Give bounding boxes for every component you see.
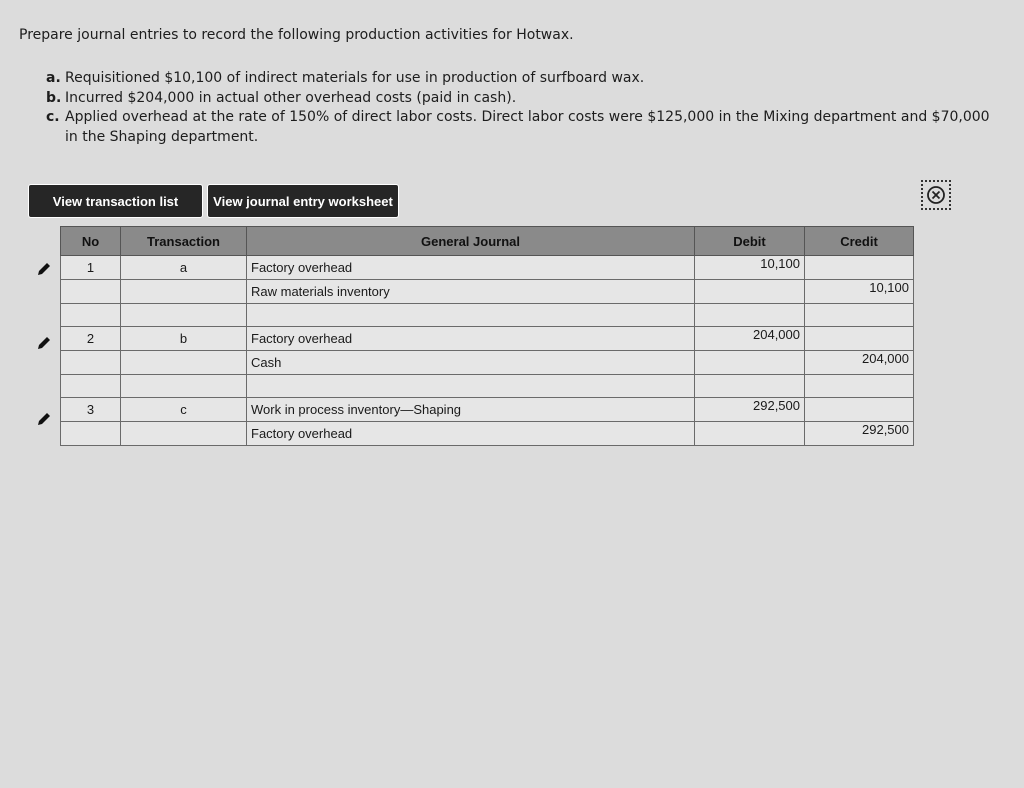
table-row <box>61 327 914 351</box>
debit-amount: 204,000 <box>695 327 805 351</box>
empty-cell <box>121 280 247 304</box>
empty-cell <box>61 375 121 398</box>
entry-transaction: c <box>121 398 247 422</box>
empty-cell <box>805 304 914 327</box>
empty-cell <box>121 351 247 375</box>
debit-amount-empty <box>695 280 805 304</box>
empty-cell <box>695 375 805 398</box>
debit-account: Work in process inventory—Shaping <box>247 398 695 422</box>
credit-amount-empty <box>805 398 914 422</box>
requirements-list <box>46 69 996 147</box>
empty-cell <box>121 304 247 327</box>
entry-no: 2 <box>61 327 121 351</box>
credit-amount: 292,500 <box>805 422 914 446</box>
header-debit: Debit <box>695 227 805 256</box>
table-row <box>61 280 914 304</box>
requirement-letter: c. <box>46 109 60 125</box>
requirement-text: Requisitioned $10,100 of indirect materials for use in production of surfboard wax. <box>65 70 645 86</box>
table-row <box>61 256 914 280</box>
requirement-text: Incurred $204,000 in actual other overhead costs (paid in cash). <box>65 89 517 106</box>
requirement-c <box>46 108 996 147</box>
credit-account: Cash <box>247 351 695 375</box>
pencil-icon[interactable] <box>36 335 52 351</box>
close-circle-icon <box>926 185 946 205</box>
requirement-letter: a. <box>46 70 61 86</box>
table-row <box>61 351 914 375</box>
requirement-a <box>46 69 996 89</box>
empty-cell <box>61 304 121 327</box>
requirement-letter: b. <box>46 89 62 106</box>
table-row <box>61 422 914 446</box>
question-prompt: Prepare journal entries to record the following production activities for Hotwax. <box>19 27 574 43</box>
journal-entry-table <box>60 226 914 446</box>
entry-transaction: a <box>121 256 247 280</box>
credit-account: Raw materials inventory <box>247 280 695 304</box>
debit-amount-empty <box>695 351 805 375</box>
debit-amount: 10,100 <box>695 256 805 280</box>
table-header-row <box>61 227 914 256</box>
empty-cell <box>121 375 247 398</box>
close-button[interactable] <box>921 180 951 210</box>
view-transaction-list-button[interactable]: View transaction list <box>28 184 203 218</box>
credit-amount: 10,100 <box>805 280 914 304</box>
header-no: No <box>61 227 121 256</box>
empty-cell <box>121 422 247 446</box>
pencil-icon[interactable] <box>36 411 52 427</box>
credit-amount: 204,000 <box>805 351 914 375</box>
view-journal-entry-worksheet-button[interactable]: View journal entry worksheet <box>207 184 399 218</box>
empty-cell <box>61 422 121 446</box>
requirement-text: Applied overhead at the rate of 150% of direct labor costs. Direct labor costs were $125,000 in the Mixing department and $70,000 in the Shaping department. <box>65 109 990 145</box>
empty-cell <box>61 351 121 375</box>
table-row <box>61 398 914 422</box>
header-credit: Credit <box>805 227 914 256</box>
debit-amount-empty <box>695 422 805 446</box>
debit-account: Factory overhead <box>247 327 695 351</box>
debit-amount: 292,500 <box>695 398 805 422</box>
header-transaction: Transaction <box>121 227 247 256</box>
credit-amount-empty <box>805 327 914 351</box>
credit-account: Factory overhead <box>247 422 695 446</box>
table-row <box>61 375 914 398</box>
debit-account: Factory overhead <box>247 256 695 280</box>
entry-no: 1 <box>61 256 121 280</box>
entry-transaction: b <box>121 327 247 351</box>
header-general-journal: General Journal <box>247 227 695 256</box>
empty-cell <box>61 280 121 304</box>
empty-cell <box>695 304 805 327</box>
empty-cell <box>247 304 695 327</box>
empty-cell <box>247 375 695 398</box>
requirement-b <box>46 89 996 109</box>
table-row <box>61 304 914 327</box>
pencil-icon[interactable] <box>36 261 52 277</box>
credit-amount-empty <box>805 256 914 280</box>
empty-cell <box>805 375 914 398</box>
entry-no: 3 <box>61 398 121 422</box>
